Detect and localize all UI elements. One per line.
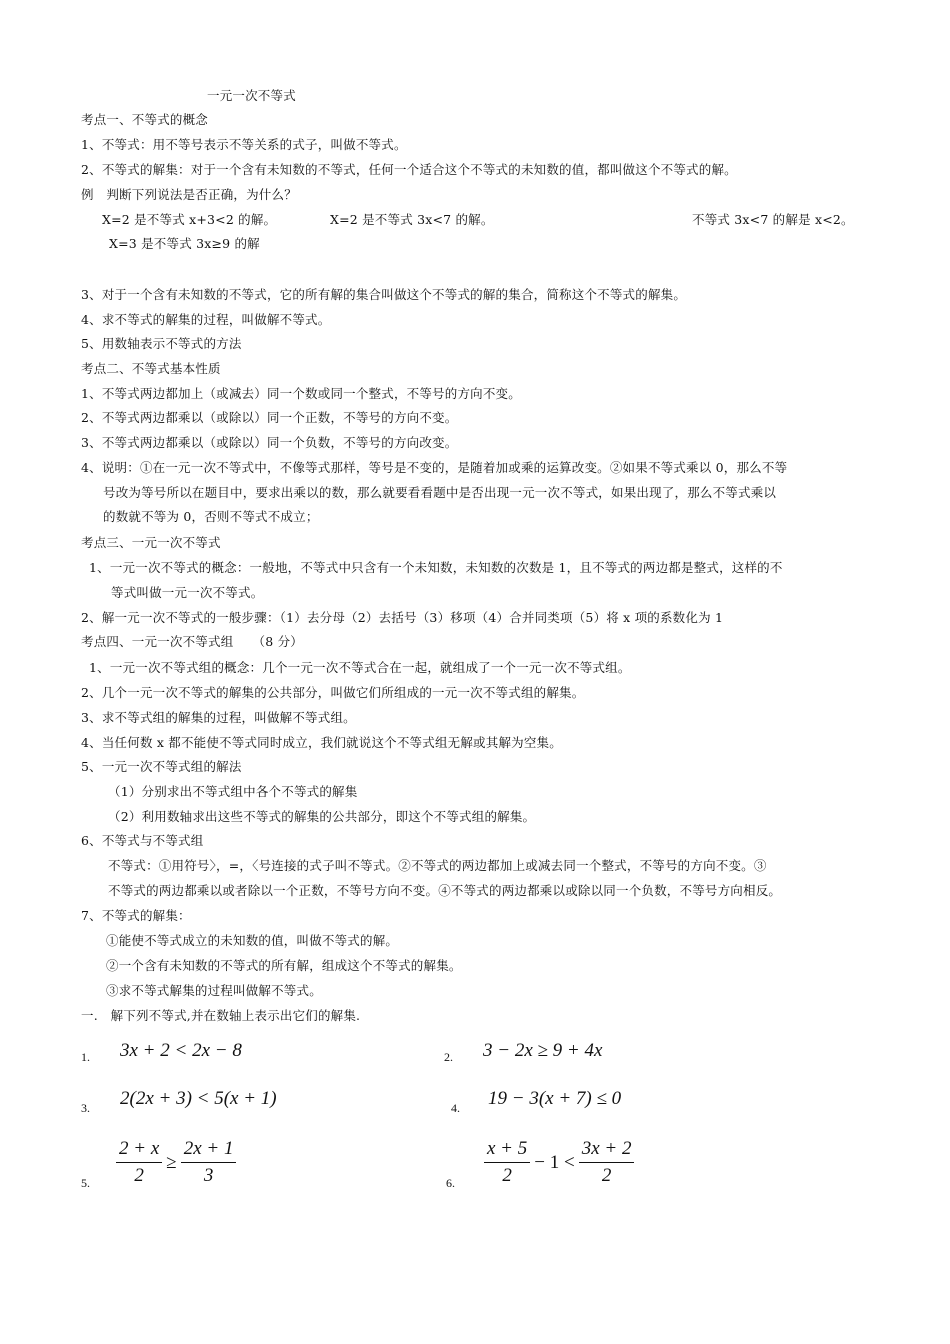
text-line: 2、解一元一次不等式的一般步骤：（1）去分母（2）去括号（3）移项（4）合并同类项（5）将 x 项的系数化为 1 (81, 610, 724, 625)
section-heading: 考点三、一元一次不等式 (81, 535, 221, 550)
text-line: 4、说明：①在一元一次不等式中，不像等式那样，等号是不变的，是随着加或乘的运算改变。②如果不等式乘以 0，那么不等 (81, 460, 788, 475)
text-line: 1、不等式两边都加上（或减去）同一个数或同一个整式，不等号的方向不变。 (81, 386, 521, 401)
text-line: 等式叫做一元一次不等式。 (111, 585, 264, 600)
exercise-heading: 一. 解下列不等式,并在数轴上表示出它们的解集. (81, 1008, 361, 1023)
operator: − 1 < (534, 1151, 575, 1173)
denominator: 2 (134, 1165, 144, 1186)
problem-number: 3. (81, 1101, 90, 1115)
example-statement: 不等式 3x<7 的解是 x<2。 (692, 212, 854, 227)
problem-number: 5. (81, 1176, 90, 1190)
text-line: 3、不等式两边都乘以（或除以）同一个负数，不等号的方向改变。 (81, 435, 458, 450)
text-line: 2、不等式的解集：对于一个含有未知数的不等式，任何一个适合这个不等式的未知数的值，都叫做这个不等式的解。 (81, 162, 737, 177)
section-heading: 考点一、不等式的概念 (81, 112, 209, 127)
fraction (181, 1138, 237, 1187)
problem-expression: 3x + 2 < 2x − 8 (120, 1040, 242, 1061)
text-line: 的数就不等为 0，否则不等式不成立； (103, 509, 319, 524)
text-line: （2）利用数轴求出这些不等式的解集的公共部分，即这个不等式组的解集。 (108, 809, 536, 824)
numerator: 2 + x (116, 1138, 162, 1163)
problem-expression (484, 1138, 634, 1187)
numerator: 2x + 1 (181, 1138, 237, 1163)
text-line: 号改为等号所以在题目中，要求出乘以的数，那么就要看看题中是否出现一元一次不等式，如果出现了，那么不等式乘以 (103, 485, 777, 500)
text-line: 7、不等式的解集： (81, 908, 191, 923)
problem-expression: 3 − 2x ≥ 9 + 4x (483, 1040, 603, 1061)
operator: ≥ (166, 1151, 177, 1173)
page-title: 一元一次不等式 (207, 88, 296, 103)
text-line: 5、用数轴表示不等式的方法 (81, 336, 242, 351)
problem-number: 6. (446, 1176, 455, 1190)
text-line: 不等式：①用符号〉，=，〈号连接的式子叫不等式。②不等式的两边都加上或减去同一个整式，不等号的方向不变。③ (108, 858, 767, 873)
text-line: ②一个含有未知数的不等式的所有解，组成这个不等式的解集。 (106, 958, 462, 973)
problem-expression: 2(2x + 3) < 5(x + 1) (120, 1088, 277, 1109)
text-line: 4、求不等式的解集的过程，叫做解不等式。 (81, 312, 331, 327)
text-line: 4、当任何数 x 都不能使不等式同时成立，我们就说这个不等式组无解或其解为空集。 (81, 735, 562, 750)
denominator: 2 (601, 1165, 612, 1186)
fraction (484, 1138, 530, 1187)
text-line: 3、求不等式组的解集的过程，叫做解不等式组。 (81, 710, 356, 725)
text-line: ③求不等式解集的过程叫做解不等式。 (106, 983, 322, 998)
problem-expression (116, 1138, 236, 1187)
example-statement: X=2 是不等式 3x<7 的解。 (330, 212, 494, 227)
text-line: 2、不等式两边都乘以（或除以）同一个正数，不等号的方向不变。 (81, 410, 458, 425)
text-line: 1、一元一次不等式的概念：一般地，不等式中只含有一个未知数，未知数的次数是 1，且不等式的两边都是整式，这样的不 (89, 560, 783, 575)
problem-expression: 19 − 3(x + 7) ≤ 0 (488, 1088, 622, 1109)
problem-number: 4. (451, 1101, 460, 1115)
section-heading: 考点二、不等式基本性质 (81, 361, 221, 376)
text-line: 1、一元一次不等式组的概念：几个一元一次不等式合在一起，就组成了一个一元一次不等式组。 (89, 660, 631, 675)
numerator: 3x + 2 (579, 1138, 635, 1163)
text-line: 5、一元一次不等式组的解法 (81, 759, 242, 774)
text-line: ①能使不等式成立的未知数的值，叫做不等式的解。 (106, 933, 399, 948)
example-statement: X=2 是不等式 x+3<2 的解。 (102, 212, 277, 227)
text-line: 不等式的两边都乘以或者除以一个正数，不等号方向不变。④不等式的两边都乘以或除以同一个负数，不等号方向相反。 (108, 883, 782, 898)
problem-number: 1. (81, 1050, 90, 1064)
example-statement: X=3 是不等式 3x≥9 的解 (109, 236, 260, 251)
text-line: 3、对于一个含有未知数的不等式，它的所有解的集合叫做这个不等式的解的集合，简称这个不等式的解集。 (81, 287, 687, 302)
fraction (116, 1138, 162, 1187)
text-line: （1）分别求出不等式组中各个不等式的解集 (108, 784, 358, 799)
numerator: x + 5 (484, 1138, 530, 1163)
example-heading: 例 判断下列说法是否正确，为什么？ (81, 187, 297, 202)
text-line: 6、不等式与不等式组 (81, 833, 204, 848)
section-heading: 考点四、一元一次不等式组 （8 分） (81, 634, 303, 649)
problem-number: 2. (444, 1050, 453, 1064)
denominator: 3 (203, 1165, 214, 1186)
text-line: 2、几个一元一次不等式的解集的公共部分，叫做它们所组成的一元一次不等式组的解集。 (81, 685, 585, 700)
fraction (579, 1138, 635, 1187)
denominator: 2 (502, 1165, 512, 1186)
text-line: 1、不等式：用不等号表示不等关系的式子，叫做不等式。 (81, 137, 407, 152)
